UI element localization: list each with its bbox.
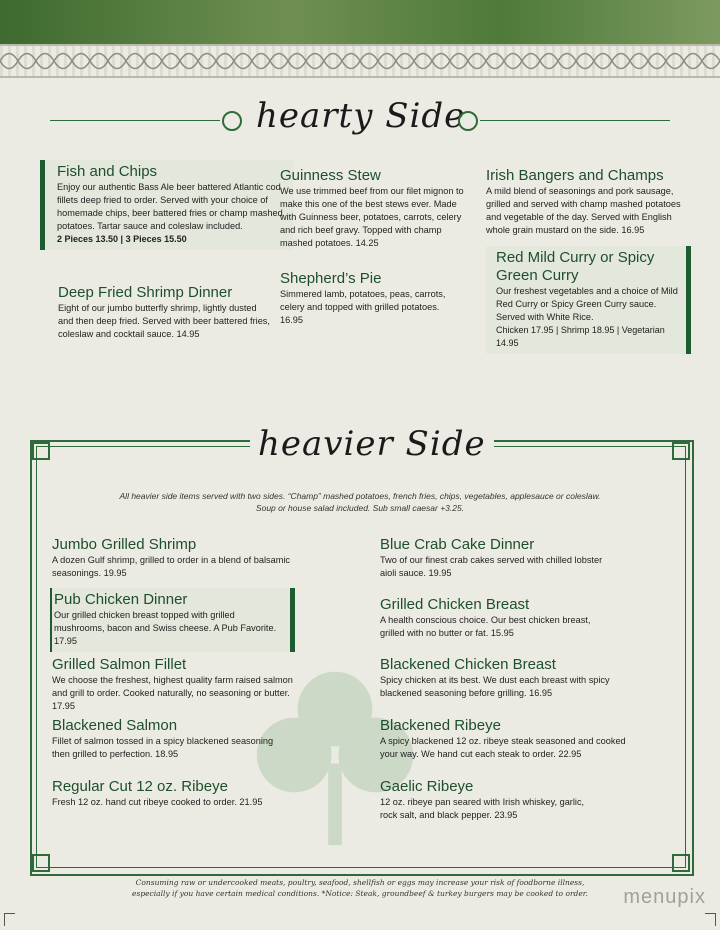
item-name: Blackened Ribeye xyxy=(380,717,501,734)
hearty-side-title: hearty Side xyxy=(256,96,466,136)
menu-item-blackened-ribeye xyxy=(380,717,640,761)
menu-item-grilled-chicken-breast xyxy=(380,596,600,640)
menu-item-blue-crab-cake xyxy=(380,536,620,580)
menu-item-jumbo-grilled-shrimp xyxy=(52,536,292,580)
menu-item-curry xyxy=(486,246,691,354)
item-description: Two of our finest crab cakes served with chilled lobster aioli sauce. 19.95 xyxy=(380,555,603,578)
title-rule-left xyxy=(50,120,220,121)
menu-item-guinness-stew xyxy=(280,167,465,250)
celtic-knot-border xyxy=(0,44,720,78)
crop-mark-right xyxy=(705,913,716,926)
item-name: Irish Bangers and Champs xyxy=(486,167,664,184)
item-description: A health conscious choice. Our best chicken breast, grilled with no butter or fat. 15.95 xyxy=(380,615,591,638)
knot-ornament-icon xyxy=(222,111,242,131)
menu-item-deep-fried-shrimp xyxy=(58,284,273,341)
item-description: Our grilled chicken breast topped with grilled mushrooms, bacon and Swiss cheese. A Pub Favorite. 17.95 xyxy=(54,610,277,646)
knot-pattern xyxy=(0,46,720,76)
menu-item-fish-and-chips xyxy=(40,160,293,250)
heavier-side-title: heavier Side xyxy=(250,424,494,464)
menu-item-irish-bangers xyxy=(486,167,686,237)
top-green-band xyxy=(0,0,720,44)
item-description: Eight of our jumbo butterfly shrimp, lightly dusted and then deep fried. Served with beer battered fries, coleslaw and cocktail sauce. 14.95 xyxy=(58,303,270,339)
item-description: Spicy chicken at its best. We dust each breast with spicy blackened seasoning before grilling. 16.95 xyxy=(380,675,610,698)
item-description: 12 oz. ribeye pan seared with Irish whiskey, garlic, rock salt, and black pepper. 23.95 xyxy=(380,797,585,820)
item-price: Chicken 17.95 | Shrimp 18.95 | Vegetarian 14.95 xyxy=(496,325,665,348)
knot-ornament-icon xyxy=(458,111,478,131)
sides-note-line1: All heavier side items served with two sides. “Champ” mashed potatoes, french fries, chips, vegetables, applesauce or coleslaw. xyxy=(119,491,601,501)
item-description: Enjoy our authentic Bass Ale beer battered Atlantic cod fillets deep fried to order. Served with your choice of homemade chips, beer battered fries or champ mashed potatoes. Tartar sauce and coleslaw included. xyxy=(57,182,283,231)
menu-item-pub-chicken-dinner xyxy=(50,588,295,652)
item-description: We use trimmed beef from our filet mignon to make this one of the best stews ever. Made with Guinness beer, potatoes, carrots, celery and rich beef gravy. Topped with champ mashed potatoes. 14.25 xyxy=(280,186,464,248)
item-price: 2 Pieces 13.50 | 3 Pieces 15.50 xyxy=(57,234,187,244)
notice-line1: Consuming raw or undercooked meats, poultry, seafood, shellfish or eggs may increase your risk of foodborne illness, xyxy=(135,878,585,887)
item-description: A spicy blackened 12 oz. ribeye steak seasoned and cooked your way. We hand cut each steak to order. 22.95 xyxy=(380,736,626,759)
notice-line2: especially if you have certain medical conditions. *Notice: Steak, groundbeef & turkey burgers may be cooked to order. xyxy=(132,889,588,898)
corner-knot-icon xyxy=(32,442,50,460)
menupix-watermark: menupix xyxy=(623,886,706,908)
item-name: Guinness Stew xyxy=(280,167,381,184)
item-name: Blue Crab Cake Dinner xyxy=(380,536,535,553)
item-name: Grilled Salmon Fillet xyxy=(52,656,187,673)
crop-mark-left xyxy=(4,913,15,926)
sides-note xyxy=(60,490,660,514)
item-description: Fillet of salmon tossed in a spicy blackened seasoning then grilled to perfection. 18.95 xyxy=(52,736,274,759)
menu-item-gaelic-ribeye xyxy=(380,778,600,822)
item-name: Fish and Chips xyxy=(57,163,158,180)
menu-item-grilled-salmon-fillet xyxy=(52,656,302,713)
menu-item-blackened-chicken-breast xyxy=(380,656,620,700)
sides-note-line2: Soup or house salad included. Sub small caesar +3.25. xyxy=(255,503,465,513)
item-description: Our freshest vegetables and a choice of Mild Red Curry or Spicy Green Curry sauce. Served with White Rice. xyxy=(496,286,678,322)
item-description: Fresh 12 oz. hand cut ribeye cooked to order. 21.95 xyxy=(52,797,263,807)
item-description: Simmered lamb, potatoes, peas, carrots, celery and topped with grilled potatoes. 16.95 xyxy=(280,289,446,325)
item-name: Grilled Chicken Breast xyxy=(380,596,530,613)
item-name: Gaelic Ribeye xyxy=(380,778,474,795)
title-rule-right xyxy=(480,120,670,121)
food-safety-notice xyxy=(80,877,640,899)
corner-knot-icon xyxy=(672,442,690,460)
item-description: We choose the freshest, highest quality farm raised salmon and grill to order. Cooked naturally, no seasoning or butter. 17.95 xyxy=(52,675,293,711)
item-name: Pub Chicken Dinner xyxy=(54,591,188,608)
item-name: Blackened Salmon xyxy=(52,717,178,734)
menu-item-shepherds-pie xyxy=(280,270,460,327)
item-description: A dozen Gulf shrimp, grilled to order in a blend of balsamic seasonings. 19.95 xyxy=(52,555,290,578)
item-name: Red Mild Curry or Spicy Green Curry xyxy=(496,249,655,284)
item-description: A mild blend of seasonings and pork sausage, grilled and served with champ mashed potatoes and vegetable of the day. Served with English whole grain mustard on the side. 16.95 xyxy=(486,186,681,235)
item-name: Shepherd’s Pie xyxy=(280,270,382,287)
corner-knot-icon xyxy=(32,854,50,872)
menu-item-blackened-salmon xyxy=(52,717,282,761)
menu-item-regular-cut-ribeye xyxy=(52,778,282,809)
item-name: Regular Cut 12 oz. Ribeye xyxy=(52,778,228,795)
corner-knot-icon xyxy=(672,854,690,872)
item-name: Blackened Chicken Breast xyxy=(380,656,556,673)
item-name: Jumbo Grilled Shrimp xyxy=(52,536,197,553)
item-name: Deep Fried Shrimp Dinner xyxy=(58,284,233,301)
